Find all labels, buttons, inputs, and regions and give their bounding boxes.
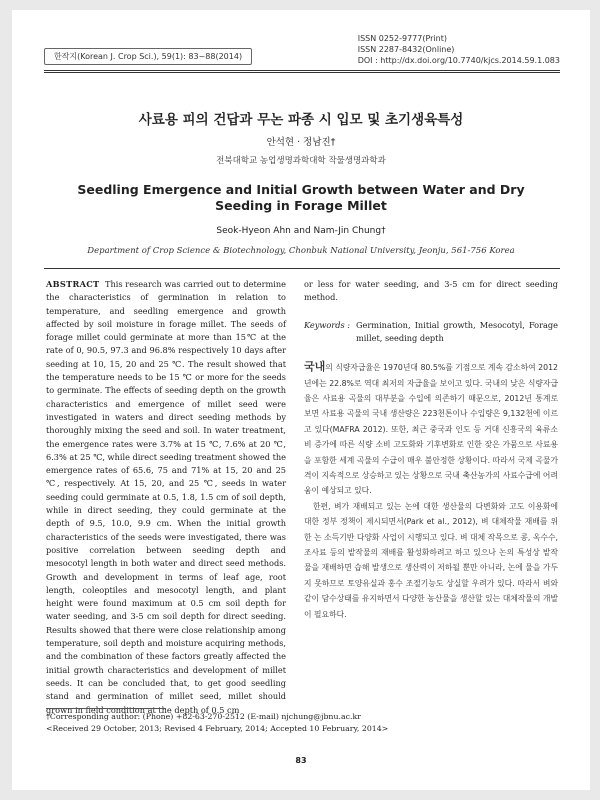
korean-authors: 안석현 · 정남진† (266, 137, 336, 148)
doi-link[interactable]: DOI : http://dx.doi.org/10.7740/kjcs.2014.59.1.083 (357, 56, 560, 65)
abstract-continued: or less for water seeding, and 3-5 cm for direct seeding method. (304, 279, 558, 303)
right-column (304, 278, 558, 622)
korean-body (304, 359, 558, 622)
body-paragraph-1-text: 의 식량자급율은 1970년대 80.5%를 기점으로 계속 감소하여 2012년에는 22.8%로 역대 최저의 자급율을 보이고 있다. 국내의 낮은 식량자급율은 사료용 곡물의 대부분을 수입에 의존하기 때문으로, 2012년 통계로 보면 사료용 곡물의 국내 생산량은 223천톤이나 수입량은 9,132천에 이르고 있다(MAFRA 2012). 또한, 최근 중국과 인도 등 거대 신흥국의 육류소비 증가에 따른 식량 소비 고도화와 기후변화로 인한 잦은 가뭄으로 사료용을 포함한 세계 곡물의 수급이 매우 불안정한 상황이다. 따라서 국제 곡물가격이 지속적으로 상승하고 있는 상황으로 국내 축산농가의 사료수급에 어려움이 예상되고 있다. (304, 363, 558, 496)
header-rule-thin (44, 72, 560, 73)
body-paragraph-1 (304, 359, 558, 499)
corresponding-author-footnote: †Corresponding author: (Phone) +82-63-270-2512 (E-mail) njchung@jbnu.ac.kr (46, 712, 361, 721)
english-affiliation: Department of Crop Science & Biotechnology, Chonbuk National University, Jeonju, 561-756 Korea (87, 246, 515, 256)
footnote-rule (46, 708, 166, 709)
page-number: 83 (295, 756, 307, 765)
issn-online: ISSN 2287-8432(Online) (357, 45, 455, 54)
journal-citation: 한작지(Korean J. Crop Sci.), 59(1): 83~88(2014) (44, 48, 252, 65)
english-title: Seedling Emergence and Initial Growth between Water and Dry Seeding in Forage Millet (77, 182, 525, 213)
abstract-text: This research was carried out to determine the characteristics of germination in relation to temperature, and seedling emergence and growth affected by soil moisture in forage millet. The seeds of forage millet could germinate at more than 15℃ at the rate of 0, 90.5, 97.3 and 96.8% respectively 10 days after seeding at 10, 15, 20 and 25 ℃. The result showed that the temperature needs to be 15 ℃ or more for the seeds to germinate. The effects of seeding depth on the growth characteristics and emergence of millet seed were investigated in waters and direct seeding methods by thoroughly mixing the seed and soil. In water treatment, the emergence rates were 3.7% at 15 ℃, 7.6% at 20 ℃, 6.3% at 25 ℃, while direct seeding treatment showed the emergence rates of 65.6, 75 and 71% at 15, 20 and 25 ℃, respectively. At 15, 20, and 25 ℃, seeds in water seeding could germinate at 0.5, 1.8, 1.5 cm of soil depth, while in direct seeding, they could germinate at the depth of 9.5, 10.0, 9.9 cm. When the initial growth characteristics of the seeds were investigated, there was positive correlation between seeding depth and mesocotyl length in both water and direct seed methods. Growth and development in terms of leaf age, root length, coleoptiles and mesocotyl length, and plant height were found maximum at 0.5 cm soil depth for water seeding, and 3-5 cm soil depth for direct seeding. Results showed that there were close relationship among temperature, soil depth and moisture acquiring methods, and the combination of these factors greatly affected the initial growth characteristics and development of millet seeds. It can be concluded that, to get good seedling stand and germination of millet seed, millet should grown in field condition at the depth of 0.5 cm (46, 279, 287, 715)
keywords-text: Germination, Initial growth, Mesocotyl, Forage millet, seeding depth (356, 319, 558, 343)
abstract-heading: ABSTRACT (46, 279, 100, 289)
body-dropcap: 국내 (304, 360, 326, 374)
paper-page (12, 10, 590, 790)
issn-print: ISSN 0252-9777(Print) (357, 34, 447, 43)
received-dates: <Received 29 October, 2013; Revised 4 February, 2014; Accepted 10 February, 2014> (46, 724, 389, 733)
abstract-column (46, 278, 286, 717)
korean-affiliation: 전북대학교 농업생명과학대학 작물생명과학과 (216, 156, 386, 166)
english-authors: Seok-Hyeon Ahn and Nam-Jin Chung† (216, 226, 386, 236)
korean-title: 사료용 피의 건답과 무논 파종 시 입모 및 초기생육특성 (138, 112, 464, 128)
body-paragraph-2: 한편, 벼가 재배되고 있는 논에 대한 생산물의 다변화와 고도 이용화에 대한 정부 정책이 제시되면서(Park et al., 2012), 벼 대체작물 재배를 위한 논 소득기반 다양화 사업이 시행되고 있다. 벼 대체 작목으로 콩, 옥수수, 조사료 등의 밭작물의 재배를 활성화하려고 하고 있으나 논의 특성상 밭작물을 재배하면 습해 발생으로 생산력이 저하될 뿐만 아니라, 논에 물을 가두지 못하므로 토양유실과 홍수 조절기능도 상실할 우려가 있다. 따라서 벼와 같이 담수상태를 유지하면서 다양한 농산물을 생산할 있는 대체작물의 개발이 필요하다. (304, 501, 558, 619)
abstract-top-rule (44, 268, 560, 269)
issn-block (358, 33, 560, 66)
header-rule (44, 70, 560, 71)
keywords (304, 319, 558, 346)
keywords-label: Keywords : (304, 319, 351, 330)
